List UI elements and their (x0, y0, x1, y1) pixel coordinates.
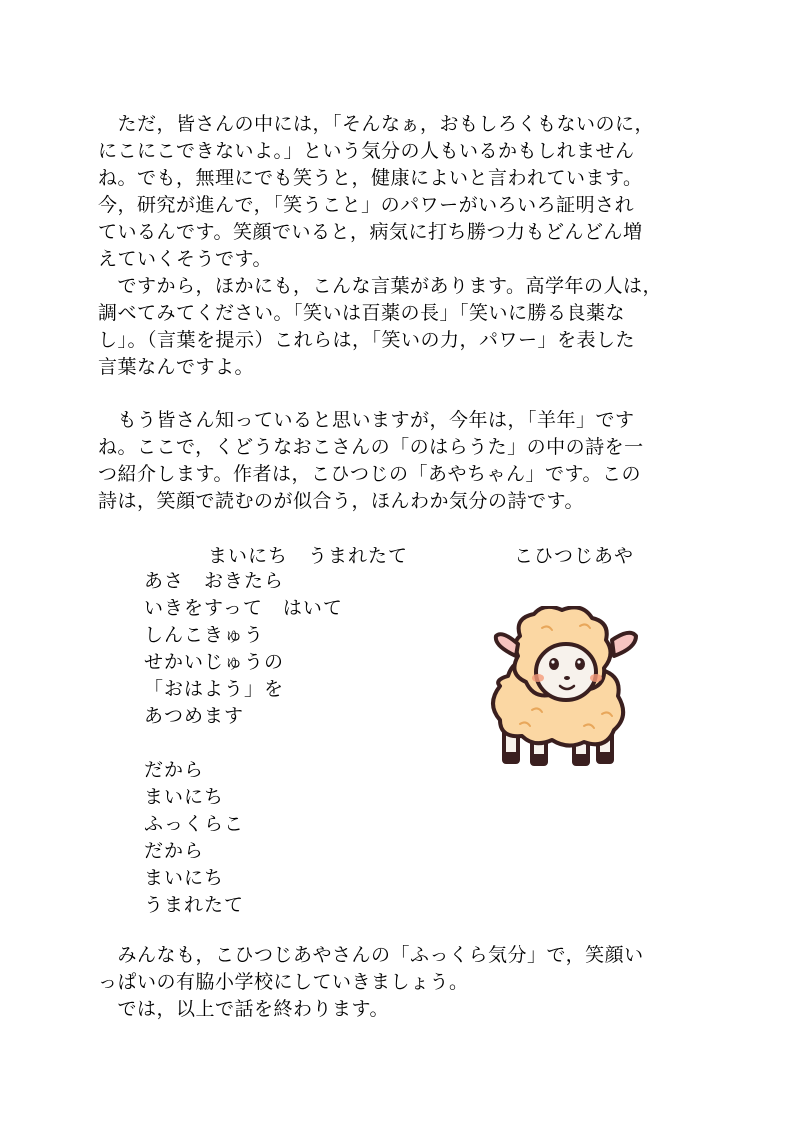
poem-stanza-2 (144, 757, 244, 919)
poem-line: いきをすって はいて (144, 597, 343, 619)
paragraph-1 (98, 111, 710, 273)
text-line: では，以上で話を終わります。 (98, 998, 389, 1020)
poem-line: まいにち (144, 786, 225, 808)
text-line: 今，研究が進んで，「笑うこと」のパワーがいろいろ証明され (98, 194, 635, 216)
poem-author: こひつじあや (514, 545, 635, 567)
text-line: つ紹介します。作者は，こひつじの「あやちゃん」です。この (98, 463, 641, 485)
text-line: ね。ここで，くどうなおこさんの「のはらうた」の中の詩を一 (98, 436, 644, 458)
sheep-icon (480, 606, 650, 771)
poem-line: あつめます (144, 705, 245, 727)
text-line: みんなも，こひつじあやさんの「ふっくら気分」で，笑顔い (98, 944, 644, 966)
poem-line: だから (144, 840, 205, 862)
poem-line: ふっくらこ (144, 813, 245, 835)
text-line: 詩は，笑顔で読むのが似合う，ほんわか気分の詩です。 (98, 490, 584, 512)
paragraph-2 (98, 273, 710, 381)
poem-title: まいにち うまれたて (208, 545, 409, 567)
text-line: えていくそうです。 (98, 248, 272, 270)
text-line: ているんです。笑顔でいると，病気に打ち勝つ力もどんどん増 (98, 221, 643, 243)
text-line: ね。でも，無理にでも笑うと，健康によいと言われています。 (98, 167, 643, 189)
text-line: 言葉なんですよ。 (98, 356, 255, 378)
paragraph-4 (98, 942, 710, 1023)
poem-line: だから (144, 759, 205, 781)
text-line: 調べてみてください。「笑いは百薬の長」「笑いに勝る良薬な (98, 302, 626, 324)
poem-line: 「おはよう」を (144, 678, 285, 700)
text-line: し」。（言葉を提示）これらは，「笑いの力，パワー」を表した (98, 329, 636, 351)
text-line: っぱいの有脇小学校にしていきましょう。 (98, 971, 469, 993)
text-line: ですから，ほかにも，こんな言葉があります。高学年の人は， (98, 275, 662, 297)
poem-stanza-1 (144, 568, 343, 730)
poem-line: しんこきゅう (144, 624, 265, 646)
poem-line: せかいじゅうの (144, 651, 285, 673)
paragraph-3 (98, 407, 710, 515)
text-line: ただ，皆さんの中には，「そんなぁ，おもしろくもないのに， (98, 113, 655, 135)
text-line: もう皆さん知っていると思いますが，今年は，「羊年」です (98, 409, 635, 431)
poem-line: あさ おきたら (144, 570, 285, 592)
poem-line: まいにち (144, 867, 225, 889)
text-line: にこにこできないよ。」という気分の人もいるかもしれません (98, 140, 635, 162)
poem-line: うまれたて (144, 894, 245, 916)
